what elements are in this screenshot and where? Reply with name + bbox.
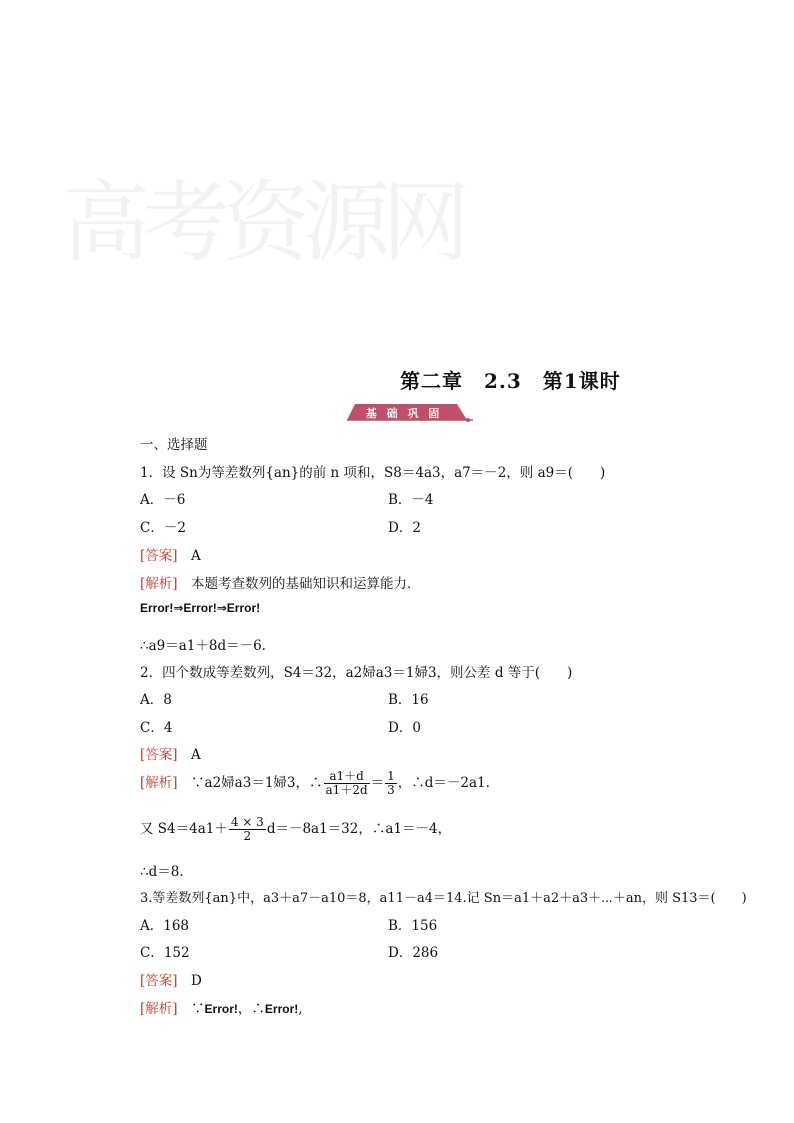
section-heading: 一、选择题: [140, 437, 208, 453]
q3-answer: [140, 969, 202, 989]
section-banner: [345, 403, 475, 422]
q1-option-d: D．2: [388, 520, 421, 536]
explanation-tag: [解析]: [140, 1001, 178, 1017]
q1-explanation: [140, 572, 421, 592]
watermark: [61, 118, 463, 303]
q1-stem: 1．设 Sn为等差数列{an}的前 n 项和，S8＝4a3，a7＝－2，则 a9＝( ): [140, 465, 606, 481]
fraction: $\frac{4 \times 3}{2}$: [230, 815, 264, 843]
fraction: $\frac{a1+d}{a1+2d}$: [325, 769, 368, 797]
q2-option-b: B．16: [388, 692, 429, 708]
answer-value: A: [191, 747, 201, 763]
q2-option-d: D．0: [388, 720, 421, 736]
q2-result: ∴d＝8.: [140, 864, 184, 880]
q3-option-a: A．168: [140, 918, 190, 934]
banner-label: 基 础 巩 固: [365, 407, 443, 420]
explanation-tag: [解析]: [140, 775, 178, 791]
q2-answer: [140, 743, 201, 763]
q3-explanation: [解析] ∵Error!，∴Error!,: [140, 1001, 303, 1017]
q3-option-b: B．156: [388, 918, 438, 934]
q2-option-c: C．4: [140, 720, 173, 736]
page-title: 第二章 2.3 第1课时: [400, 369, 621, 393]
q3-option-d: D．286: [388, 945, 439, 961]
watermark-text: 高考资源网: [61, 171, 463, 274]
answer-value: A: [191, 548, 201, 564]
q2-stem: 2．四个数成等差数列，S4＝32，a2婦a3＝1婦3，则公差 d 等于( ): [140, 665, 573, 681]
q3-option-c: C．152: [140, 945, 190, 961]
answer-tag: [答案]: [140, 747, 178, 763]
answer-tag: [答案]: [140, 548, 178, 564]
q2-explanation: [解析] ∵a2婦a3＝1婦3，∴ $\frac{a1+d}{a1+2d}$ ＝ $\frac{1}{3}$ ，∴d＝－2a1.: [140, 769, 490, 797]
q1-option-c: C．－2: [140, 520, 186, 536]
explanation-text: 本题考查数列的基础知识和运算能力．: [191, 576, 421, 592]
q1-error-line: Error!⇒Error!⇒Error!: [140, 601, 261, 615]
fraction: $\frac{1}{3}$: [387, 769, 395, 797]
explanation-tag: [解析]: [140, 576, 178, 592]
q1-answer: [140, 544, 201, 564]
q1-result: ∴a9＝a1＋8d＝－6.: [140, 638, 266, 654]
q3-stem: 3.等差数列{an}中，a3＋a7－a10＝8，a11－a4＝14.记 Sn＝a1＋a2＋a3＋⋯＋an，则 S13＝( ): [140, 891, 747, 906]
q2-explanation-line2: 又 S4＝4a1＋ $\frac{4 \times 3}{2}$ d＝－8a1＝32，∴a1＝－4，: [140, 815, 452, 843]
answer-value: D: [191, 973, 202, 989]
q1-option-a: A．－6: [140, 492, 186, 508]
q2-option-a: A．8: [140, 692, 172, 708]
q1-option-b: B．－4: [388, 492, 434, 508]
answer-tag: [答案]: [140, 973, 178, 989]
